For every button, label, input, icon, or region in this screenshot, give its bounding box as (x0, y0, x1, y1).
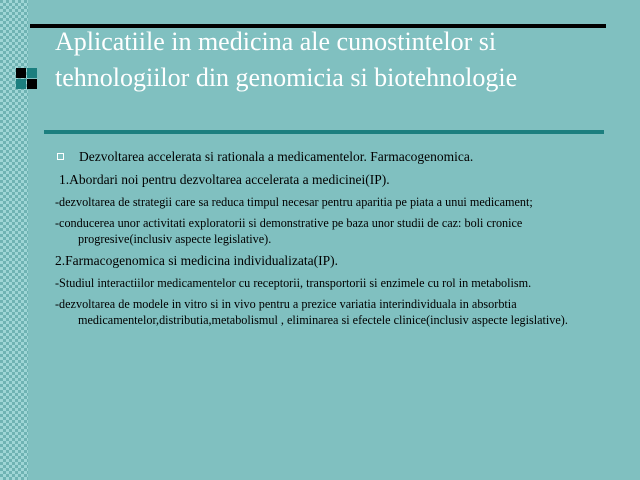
section-heading-1: 1.Abordari noi pentru dezvoltarea accelerata a medicinei(IP). (59, 172, 390, 187)
bullet-item (55, 148, 600, 165)
paragraph-1: -dezvoltarea de strategii care sa reduca timpul necesar pentru aparitia pe piata a unui medicament; (55, 195, 533, 209)
paragraph-2: -conducerea unor activitati exploratorii si demonstrative pe baza unor studii de caz: boli cronice progresive(inclusiv aspecte legislative). (55, 216, 523, 246)
section-heading-2: 2.Farmacogenomica si medicina individualizata(IP). (55, 253, 339, 268)
slide-title: Aplicatiile in medicina ale cunostintelor si tehnologiilor din genomicia si biotehnologie (55, 27, 518, 92)
title-underline (44, 130, 604, 134)
slide-body (55, 148, 600, 333)
paragraph-3: -Studiul interactiilor medicamentelor cu receptorii, transportorii si enzimele cu rol in metabolism. (55, 276, 532, 290)
logo-squares-icon (16, 68, 38, 90)
bullet-square-icon (57, 153, 64, 160)
bullet-text: Dezvoltarea accelerata si rationala a medicamentelor. Farmacogenomica. (79, 149, 474, 164)
paragraph-4: -dezvoltarea de modele in vitro si in vivo pentru a prezice variatia interindividuala in absorbtia medicamentelor,distributia,metabolismul , eliminarea si efectele clinice(inclusiv aspecte legislative). (55, 297, 568, 327)
